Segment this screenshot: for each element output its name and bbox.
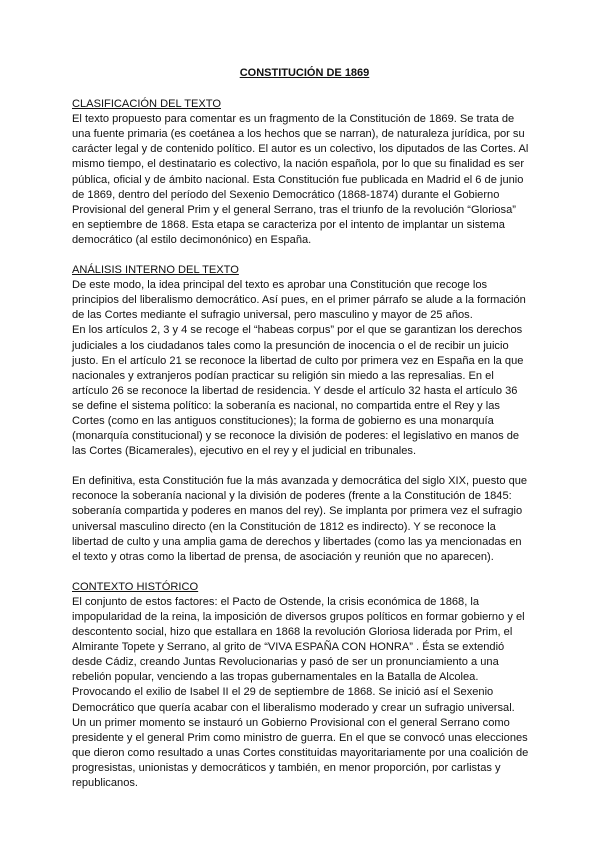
paragraph-contexto: El conjunto de estos factores: el Pacto de Ostende, la crisis económica de 1868, la impopularidad de la reina, la imposición de diversos grupos políticos en formar gobierno y el descontento social, hizo que estallara en 1868 la revolución Gloriosa liderada por Prim, el Almirante Topete y Serrano, al grito de “VIVA ESPAÑA CON HONRA” . Ésta se extendió desde Cádiz, creando Juntas Revolucionarias y pasó de ser un pronunciamiento a una rebelión popular, venciendo a las tropas gubernamentales en la Batalla de Alcolea. Provocando el exilio de Isabel II el 29 de septiembre de 1868. Se inició así el Sexenio Democrático que quería acabar con el liberalismo moderado y crear un sufragio universal. Un un primer momento se instauró un Gobierno Provisional con el general Serrano como presidente y el general Prim como ministro de guerra. En el que se convocó unas elecciones que dieron como resultado a unas Cortes constituidas mayoritariamente por una coalición de progresistas, unionistas y democráticos y también, en menor proporción, por carlistas y republicanos. bbox=[72, 595, 529, 790]
section-heading-contexto: CONTEXTO HISTÓRICO bbox=[72, 580, 199, 593]
paragraph-analisis-3: En definitiva, esta Constitución fue la más avanzada y democrática del siglo XIX, puesto que reconoce la soberanía nacional y la división de poderes (frente a la Constitución de 1845: soberanía compartida y poderes en manos del rey). Se implanta por primera vez el sufragio universal masculino directo (en la Constitución de 1812 es indirecto). Y se reconoce la libertad de culto y una amplia gama de derechos y libertades (como las ya mencionadas en el texto y otras como la libertad de prensa, de asociación y reunión que no aparecen). bbox=[72, 475, 528, 563]
paragraph-analisis-2: En los artículos 2, 3 y 4 se recoge el “habeas corpus” por el que se garantizan los derechos judiciales a los ciudadanos tales como la presunción de inocencia o el de recibir un juicio justo. En el artículo 21 se reconoce la libertad de culto por primera vez en España en la que nacionales y extranjeros podían practicar su religión sin miedo a las represalias. En el artículo 26 se reconoce la libertad de residencia. Y desde el artículo 32 hasta el artículo 36 se define el sistema político: la soberanía es nacional, no compartida entre el Rey y las Cortes (como en las antiguos constituciones); la forma de gobierno es una monarquía (monarquía constitucional) y se reconoce la división de poderes: el legislativo en manos de las Cortes (Bicamerales), ejecutivo en el rey y el judicial en tribunales. bbox=[72, 324, 524, 458]
spacer bbox=[72, 248, 529, 263]
spacer bbox=[72, 565, 529, 580]
paragraph-analisis-1: De este modo, la idea principal del texto es aprobar una Constitución que recoge los principios del liberalismo democrático. Así pues, en el primer párrafo se alude a la formación de las Cortes mediante el sufragio universal, pero masculino y mayor de 25 años. bbox=[72, 279, 526, 322]
spacer bbox=[72, 459, 529, 474]
section-heading-analisis: ANÁLISIS INTERNO DEL TEXTO bbox=[72, 264, 239, 277]
section-heading-clasificacion: CLASIFICACIÓN DEL TEXTO bbox=[72, 98, 221, 111]
page-title: CONSTITUCIÓN DE 1869 bbox=[239, 67, 370, 79]
paragraph-clasificacion: El texto propuesto para comentar es un fragmento de la Constitución de 1869. Se trata de una fuente primaria (es coetánea a los hechos que se narran), de naturaleza jurídica, por su carácter legal y de contenido político. El autor es un colectivo, los diputados de las Cortes. Al mismo tiempo, el destinatario es colectivo, la nación española, por lo que su finalidad es ser pública, oficial y de ámbito nacional. Esta Constitución fue publicada en Madrid el 6 de junio de 1869, dentro del período del Sexenio Democrático (1868-1874) durante el Gobierno Provisional del general Prim y el general Serrano, tras el triunfo de la revolución “Gloriosa” en septiembre de 1868. Esta etapa se caracteriza por el intento de implantar un sistema democrático (al estilo decimonónico) en España. bbox=[72, 113, 529, 246]
